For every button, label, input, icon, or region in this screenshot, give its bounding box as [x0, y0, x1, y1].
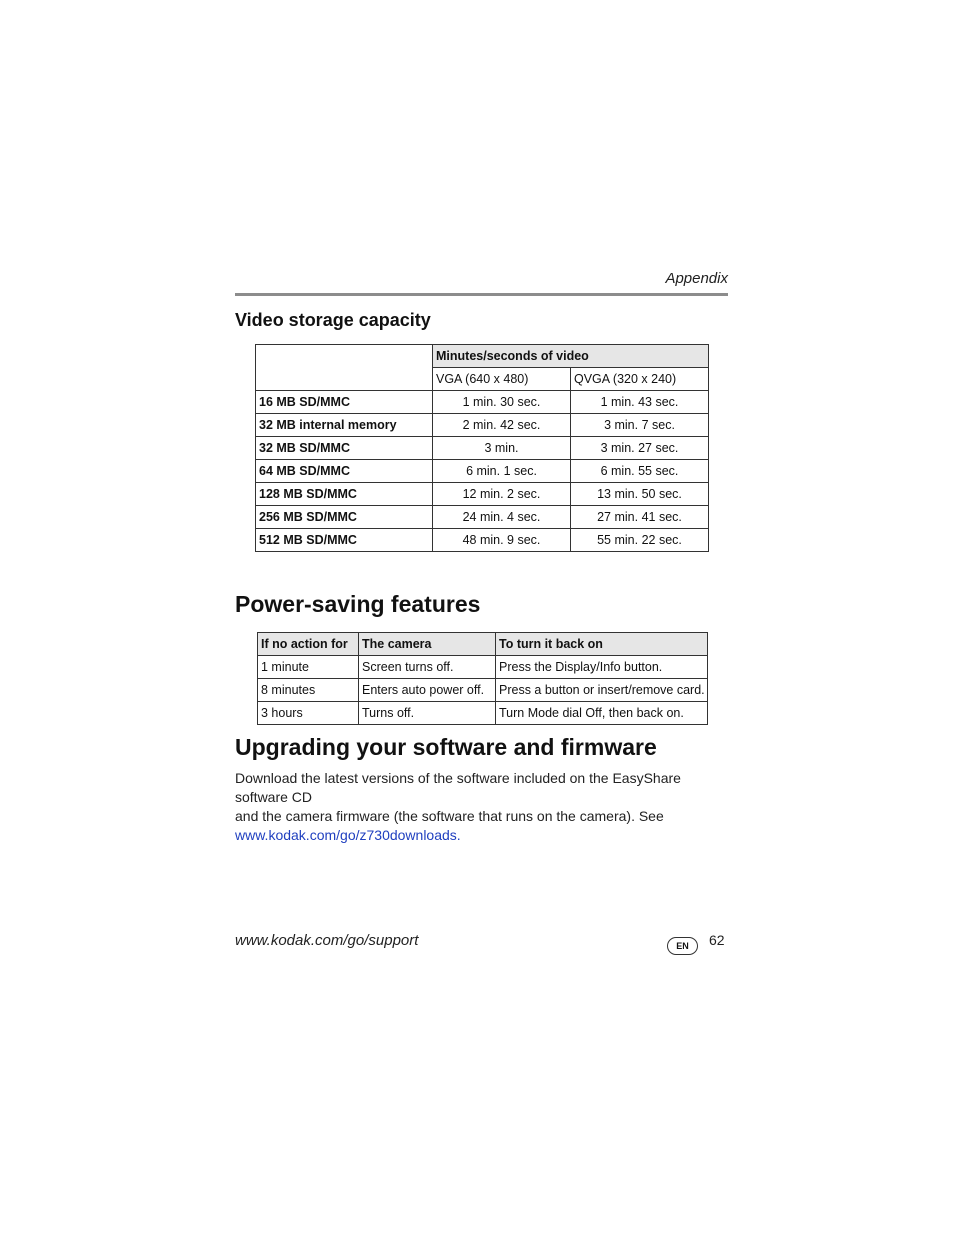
group-header: Minutes/seconds of video — [433, 345, 709, 368]
vga-value: 24 min. 4 sec. — [433, 506, 571, 529]
vga-value: 6 min. 1 sec. — [433, 460, 571, 483]
vga-value: 2 min. 42 sec. — [433, 414, 571, 437]
table-row — [258, 702, 708, 725]
footer-support-url: www.kodak.com/go/support — [235, 932, 419, 949]
turn-back-on-cell: Press the Display/Info button. — [496, 656, 708, 679]
page-number: 62 — [709, 932, 725, 948]
col-header-idle-time: If no action for — [258, 633, 359, 656]
table-row — [256, 506, 709, 529]
qvga-value: 3 min. 7 sec. — [571, 414, 709, 437]
table-row — [256, 414, 709, 437]
vga-value: 3 min. — [433, 437, 571, 460]
table-row — [258, 656, 708, 679]
idle-time-cell: 1 minute — [258, 656, 359, 679]
table-row — [258, 679, 708, 702]
video-storage-table — [255, 344, 709, 552]
qvga-value: 3 min. 27 sec. — [571, 437, 709, 460]
row-label: 256 MB SD/MMC — [256, 506, 433, 529]
upgrade-body-line2: and the camera firmware (the software that runs on the camera). See — [235, 808, 664, 824]
col-header-turn-back-on: To turn it back on — [496, 633, 708, 656]
turn-back-on-cell: Turn Mode dial Off, then back on. — [496, 702, 708, 725]
upgrade-paragraph — [235, 769, 735, 845]
power-saving-heading: Power-saving features — [235, 591, 481, 617]
vga-value: 12 min. 2 sec. — [433, 483, 571, 506]
camera-cell: Turns off. — [359, 702, 496, 725]
empty-corner-cell — [256, 345, 433, 391]
qvga-value: 55 min. 22 sec. — [571, 529, 709, 552]
section-label: Appendix — [665, 270, 728, 287]
col-header-vga: VGA (640 x 480) — [433, 368, 571, 391]
row-label: 32 MB SD/MMC — [256, 437, 433, 460]
qvga-value: 1 min. 43 sec. — [571, 391, 709, 414]
vga-value: 1 min. 30 sec. — [433, 391, 571, 414]
idle-time-cell: 3 hours — [258, 702, 359, 725]
table-row — [256, 483, 709, 506]
downloads-link[interactable]: www.kodak.com/go/z730downloads. — [235, 827, 461, 843]
table-row — [256, 437, 709, 460]
row-label: 16 MB SD/MMC — [256, 391, 433, 414]
video-storage-heading: Video storage capacity — [235, 310, 431, 330]
row-label: 64 MB SD/MMC — [256, 460, 433, 483]
col-header-camera: The camera — [359, 633, 496, 656]
camera-cell: Enters auto power off. — [359, 679, 496, 702]
turn-back-on-cell: Press a button or insert/remove card. — [496, 679, 708, 702]
idle-time-cell: 8 minutes — [258, 679, 359, 702]
qvga-value: 27 min. 41 sec. — [571, 506, 709, 529]
language-badge: EN — [667, 937, 698, 955]
table-row — [256, 460, 709, 483]
qvga-value: 6 min. 55 sec. — [571, 460, 709, 483]
row-label: 128 MB SD/MMC — [256, 483, 433, 506]
upgrade-body-line1: Download the latest versions of the software included on the EasyShare software CD — [235, 770, 681, 805]
qvga-value: 13 min. 50 sec. — [571, 483, 709, 506]
table-row — [256, 529, 709, 552]
row-label: 32 MB internal memory — [256, 414, 433, 437]
camera-cell: Screen turns off. — [359, 656, 496, 679]
row-label: 512 MB SD/MMC — [256, 529, 433, 552]
power-saving-table — [257, 632, 708, 725]
vga-value: 48 min. 9 sec. — [433, 529, 571, 552]
table-row — [256, 391, 709, 414]
upgrade-heading: Upgrading your software and firmware — [235, 734, 657, 760]
col-header-qvga: QVGA (320 x 240) — [571, 368, 709, 391]
header-rule — [235, 293, 728, 296]
